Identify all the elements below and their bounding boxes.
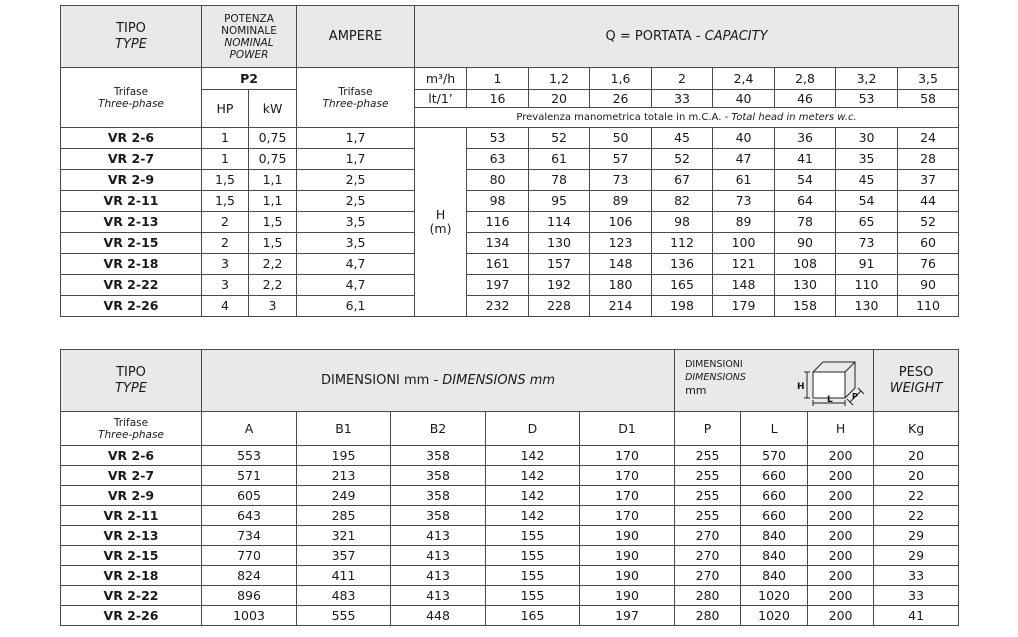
ampere-header: AMPERE: [297, 6, 415, 68]
hp-cell: 2: [202, 212, 249, 233]
tipo-header: TIPO TYPE: [61, 350, 202, 412]
dim-cell: 255: [675, 486, 741, 506]
dim-cell: 270: [675, 566, 741, 586]
head-cell: 148: [590, 254, 652, 275]
col-header: D: [486, 412, 580, 446]
dim-cell: 770: [202, 546, 297, 566]
dim-cell: 660: [741, 486, 808, 506]
head-cell: 197: [467, 275, 529, 296]
head-cell: 91: [836, 254, 898, 275]
dim-cell: 448: [391, 606, 486, 626]
hp-header: HP: [202, 90, 249, 128]
hp-cell: 2: [202, 233, 249, 254]
head-cell: 36: [775, 128, 836, 149]
dim-cell: 1003: [202, 606, 297, 626]
head-cell: 136: [652, 254, 713, 275]
head-cell: 108: [775, 254, 836, 275]
cap-lt-cell: 40: [713, 90, 775, 108]
weight-header: PESO WEIGHT: [874, 350, 959, 412]
ampere-cell: 1,7: [297, 149, 415, 170]
col-header: D1: [580, 412, 675, 446]
head-cell: 214: [590, 296, 652, 317]
dim-cell: 570: [741, 446, 808, 466]
ampere-cell: 3,5: [297, 212, 415, 233]
dim-cell: 142: [486, 486, 580, 506]
head-cell: 78: [775, 212, 836, 233]
dim-cell: 1020: [741, 586, 808, 606]
head-cell: 65: [836, 212, 898, 233]
head-cell: 116: [467, 212, 529, 233]
h-label: H (m): [415, 128, 467, 317]
kw-cell: 2,2: [249, 254, 297, 275]
head-cell: 198: [652, 296, 713, 317]
trifase-label: Trifase Three-phase: [61, 68, 202, 128]
kw-header: kW: [249, 90, 297, 128]
hp-cell: 1,5: [202, 170, 249, 191]
dim-cell: 190: [580, 586, 675, 606]
diagram-label-l: L: [827, 394, 833, 405]
head-cell: 179: [713, 296, 775, 317]
ampere-cell: 6,1: [297, 296, 415, 317]
weight-cell: 22: [874, 506, 959, 526]
dimensions-header: DIMENSIONI mm - DIMENSIONS mm: [202, 350, 675, 412]
head-cell: 165: [652, 275, 713, 296]
model-cell: VR 2-9: [61, 486, 202, 506]
head-cell: 41: [775, 149, 836, 170]
dim-cell: 413: [391, 566, 486, 586]
ampere-cell: 4,7: [297, 275, 415, 296]
cap-cell: 2,4: [713, 68, 775, 90]
dim-cell: 660: [741, 466, 808, 486]
model-cell: VR 2-26: [61, 296, 202, 317]
kw-cell: 1,1: [249, 170, 297, 191]
head-cell: 130: [775, 275, 836, 296]
dim-cell: 840: [741, 526, 808, 546]
dim-cell: 321: [297, 526, 391, 546]
model-cell: VR 2-11: [61, 506, 202, 526]
dim-cell: 413: [391, 526, 486, 546]
dim-cell: 357: [297, 546, 391, 566]
model-cell: VR 2-26: [61, 606, 202, 626]
head-cell: 112: [652, 233, 713, 254]
head-cell: 90: [775, 233, 836, 254]
cap-lt-cell: 16: [467, 90, 529, 108]
potenza-header: POTENZA NOMINALE NOMINAL POWER: [202, 6, 297, 68]
dim-cell: 413: [391, 546, 486, 566]
model-cell: VR 2-22: [61, 586, 202, 606]
model-cell: VR 2-22: [61, 275, 202, 296]
head-cell: 228: [529, 296, 590, 317]
head-cell: 89: [590, 191, 652, 212]
dim-cell: 170: [580, 486, 675, 506]
dim-cell: 200: [808, 586, 874, 606]
kw-cell: 0,75: [249, 128, 297, 149]
head-cell: 63: [467, 149, 529, 170]
head-cell: 45: [652, 128, 713, 149]
dim-cell: 170: [580, 466, 675, 486]
model-cell: VR 2-7: [61, 149, 202, 170]
ampere-cell: 2,5: [297, 191, 415, 212]
head-cell: 90: [898, 275, 959, 296]
cap-lt-cell: 20: [529, 90, 590, 108]
head-cell: 82: [652, 191, 713, 212]
dim-cell: 358: [391, 466, 486, 486]
head-cell: 158: [775, 296, 836, 317]
unit-lt: lt/1’: [415, 90, 467, 108]
head-cell: 64: [775, 191, 836, 212]
dim-cell: 142: [486, 466, 580, 486]
head-cell: 52: [529, 128, 590, 149]
head-cell: 37: [898, 170, 959, 191]
head-cell: 110: [836, 275, 898, 296]
model-cell: VR 2-6: [61, 446, 202, 466]
dim-cell: 200: [808, 566, 874, 586]
col-header: Kg: [874, 412, 959, 446]
col-header: P: [675, 412, 741, 446]
tipo-header: TIPO TYPE: [61, 6, 202, 68]
head-cell: 35: [836, 149, 898, 170]
hp-cell: 1: [202, 149, 249, 170]
head-cell: 73: [590, 170, 652, 191]
dim-cell: 280: [675, 606, 741, 626]
head-cell: 73: [713, 191, 775, 212]
ampere-cell: 4,7: [297, 254, 415, 275]
head-cell: 61: [529, 149, 590, 170]
model-cell: VR 2-9: [61, 170, 202, 191]
head-cell: 61: [713, 170, 775, 191]
dim-cell: 200: [808, 466, 874, 486]
ampere-cell: 2,5: [297, 170, 415, 191]
dim-cell: 255: [675, 466, 741, 486]
packaging-dimensions-header: [675, 350, 874, 412]
unit-m3h: m³/h: [415, 68, 467, 90]
dim-cell: 155: [486, 566, 580, 586]
dim-cell: 1020: [741, 606, 808, 626]
head-cell: 24: [898, 128, 959, 149]
head-cell: 98: [652, 212, 713, 233]
head-cell: 110: [898, 296, 959, 317]
dim-cell: 896: [202, 586, 297, 606]
dim-cell: 200: [808, 486, 874, 506]
head-cell: 40: [713, 128, 775, 149]
head-cell: 52: [898, 212, 959, 233]
cap-lt-cell: 58: [898, 90, 959, 108]
head-cell: 76: [898, 254, 959, 275]
kw-cell: 1,1: [249, 191, 297, 212]
package-box-icon: [797, 356, 865, 408]
head-cell: 80: [467, 170, 529, 191]
model-cell: VR 2-11: [61, 191, 202, 212]
head-cell: 161: [467, 254, 529, 275]
dim-cell: 643: [202, 506, 297, 526]
dim-cell: 170: [580, 446, 675, 466]
dim-cell: 483: [297, 586, 391, 606]
dim-cell: 840: [741, 546, 808, 566]
cap-lt-cell: 26: [590, 90, 652, 108]
dim-cell: 255: [675, 506, 741, 526]
dim-cell: 411: [297, 566, 391, 586]
head-cell: 232: [467, 296, 529, 317]
capacity-header: Q = PORTATA - CAPACITY: [415, 6, 959, 68]
head-cell: 78: [529, 170, 590, 191]
weight-cell: 41: [874, 606, 959, 626]
head-cell: 192: [529, 275, 590, 296]
dim-cell: 824: [202, 566, 297, 586]
head-cell: 98: [467, 191, 529, 212]
head-cell: 60: [898, 233, 959, 254]
ampere-cell: 1,7: [297, 128, 415, 149]
dim-cell: 142: [486, 506, 580, 526]
col-header: A: [202, 412, 297, 446]
dim-cell: 249: [297, 486, 391, 506]
diagram-label-h: H: [797, 381, 805, 392]
head-cell: 89: [713, 212, 775, 233]
dim-cell: 280: [675, 586, 741, 606]
head-cell: 100: [713, 233, 775, 254]
cap-cell: 3,2: [836, 68, 898, 90]
cap-cell: 3,5: [898, 68, 959, 90]
dim-cell: 840: [741, 566, 808, 586]
hp-cell: 3: [202, 275, 249, 296]
weight-cell: 33: [874, 586, 959, 606]
dim-cell: 358: [391, 506, 486, 526]
weight-cell: 20: [874, 466, 959, 486]
kw-cell: 1,5: [249, 233, 297, 254]
col-header: L: [741, 412, 808, 446]
head-cell: 121: [713, 254, 775, 275]
dim-cell: 270: [675, 526, 741, 546]
dim-cell: 358: [391, 446, 486, 466]
model-cell: VR 2-13: [61, 212, 202, 233]
dim-cell: 213: [297, 466, 391, 486]
trifase-label: Trifase Three-phase: [61, 412, 202, 446]
head-cell: 180: [590, 275, 652, 296]
col-header: B1: [297, 412, 391, 446]
kw-cell: 1,5: [249, 212, 297, 233]
kw-cell: 0,75: [249, 149, 297, 170]
col-header: B2: [391, 412, 486, 446]
head-cell: 148: [713, 275, 775, 296]
dim-box-en: DIMENSIONS: [685, 371, 746, 383]
p2-header: P2: [202, 68, 297, 90]
dim-cell: 142: [486, 446, 580, 466]
head-cell: 130: [836, 296, 898, 317]
diagram-label-p: P: [852, 391, 858, 401]
head-cell: 44: [898, 191, 959, 212]
performance-table: [60, 5, 959, 317]
head-cell: 30: [836, 128, 898, 149]
ampere-cell: 3,5: [297, 233, 415, 254]
dim-cell: 553: [202, 446, 297, 466]
dim-cell: 195: [297, 446, 391, 466]
dim-cell: 270: [675, 546, 741, 566]
kw-cell: 2,2: [249, 275, 297, 296]
dim-cell: 200: [808, 526, 874, 546]
dimensions-table: [60, 349, 959, 626]
dim-cell: 190: [580, 566, 675, 586]
dim-box-unit: mm: [685, 383, 707, 397]
dim-cell: 413: [391, 586, 486, 606]
model-cell: VR 2-18: [61, 566, 202, 586]
col-header: H: [808, 412, 874, 446]
weight-cell: 29: [874, 526, 959, 546]
dim-cell: 200: [808, 506, 874, 526]
model-cell: VR 2-7: [61, 466, 202, 486]
head-cell: 157: [529, 254, 590, 275]
model-cell: VR 2-15: [61, 233, 202, 254]
head-cell: 50: [590, 128, 652, 149]
hp-cell: 4: [202, 296, 249, 317]
dim-cell: 605: [202, 486, 297, 506]
ampere-trifase-label: Trifase Three-phase: [297, 68, 415, 128]
prevalenza-note: Prevalenza manometrica totale in m.C.A. - Total head in meters w.c.: [415, 108, 959, 128]
model-cell: VR 2-13: [61, 526, 202, 546]
hp-cell: 1: [202, 128, 249, 149]
cap-cell: 2,8: [775, 68, 836, 90]
hp-cell: 3: [202, 254, 249, 275]
head-cell: 123: [590, 233, 652, 254]
cap-cell: 1: [467, 68, 529, 90]
head-cell: 53: [467, 128, 529, 149]
weight-cell: 20: [874, 446, 959, 466]
model-cell: VR 2-15: [61, 546, 202, 566]
model-cell: VR 2-18: [61, 254, 202, 275]
dim-cell: 155: [486, 546, 580, 566]
dim-cell: 285: [297, 506, 391, 526]
dim-cell: 555: [297, 606, 391, 626]
dim-cell: 734: [202, 526, 297, 546]
kw-cell: 3: [249, 296, 297, 317]
head-cell: 95: [529, 191, 590, 212]
head-cell: 106: [590, 212, 652, 233]
model-cell: VR 2-6: [61, 128, 202, 149]
head-cell: 114: [529, 212, 590, 233]
dim-cell: 155: [486, 586, 580, 606]
dim-cell: 660: [741, 506, 808, 526]
cap-lt-cell: 53: [836, 90, 898, 108]
head-cell: 54: [836, 191, 898, 212]
head-cell: 54: [775, 170, 836, 191]
cap-cell: 1,6: [590, 68, 652, 90]
cap-cell: 1,2: [529, 68, 590, 90]
dim-cell: 358: [391, 486, 486, 506]
weight-cell: 29: [874, 546, 959, 566]
weight-cell: 22: [874, 486, 959, 506]
head-cell: 73: [836, 233, 898, 254]
head-cell: 130: [529, 233, 590, 254]
dim-cell: 200: [808, 446, 874, 466]
dim-cell: 255: [675, 446, 741, 466]
head-cell: 28: [898, 149, 959, 170]
cap-lt-cell: 46: [775, 90, 836, 108]
cap-cell: 2: [652, 68, 713, 90]
head-cell: 45: [836, 170, 898, 191]
dim-cell: 190: [580, 526, 675, 546]
cap-lt-cell: 33: [652, 90, 713, 108]
head-cell: 52: [652, 149, 713, 170]
dim-cell: 165: [486, 606, 580, 626]
dim-cell: 197: [580, 606, 675, 626]
dim-cell: 155: [486, 526, 580, 546]
dim-cell: 170: [580, 506, 675, 526]
head-cell: 57: [590, 149, 652, 170]
dim-cell: 200: [808, 606, 874, 626]
head-cell: 134: [467, 233, 529, 254]
head-cell: 47: [713, 149, 775, 170]
dim-box-it: DIMENSIONI: [685, 358, 743, 370]
weight-cell: 33: [874, 566, 959, 586]
hp-cell: 1,5: [202, 191, 249, 212]
dim-cell: 190: [580, 546, 675, 566]
head-cell: 67: [652, 170, 713, 191]
dim-cell: 200: [808, 546, 874, 566]
dim-cell: 571: [202, 466, 297, 486]
